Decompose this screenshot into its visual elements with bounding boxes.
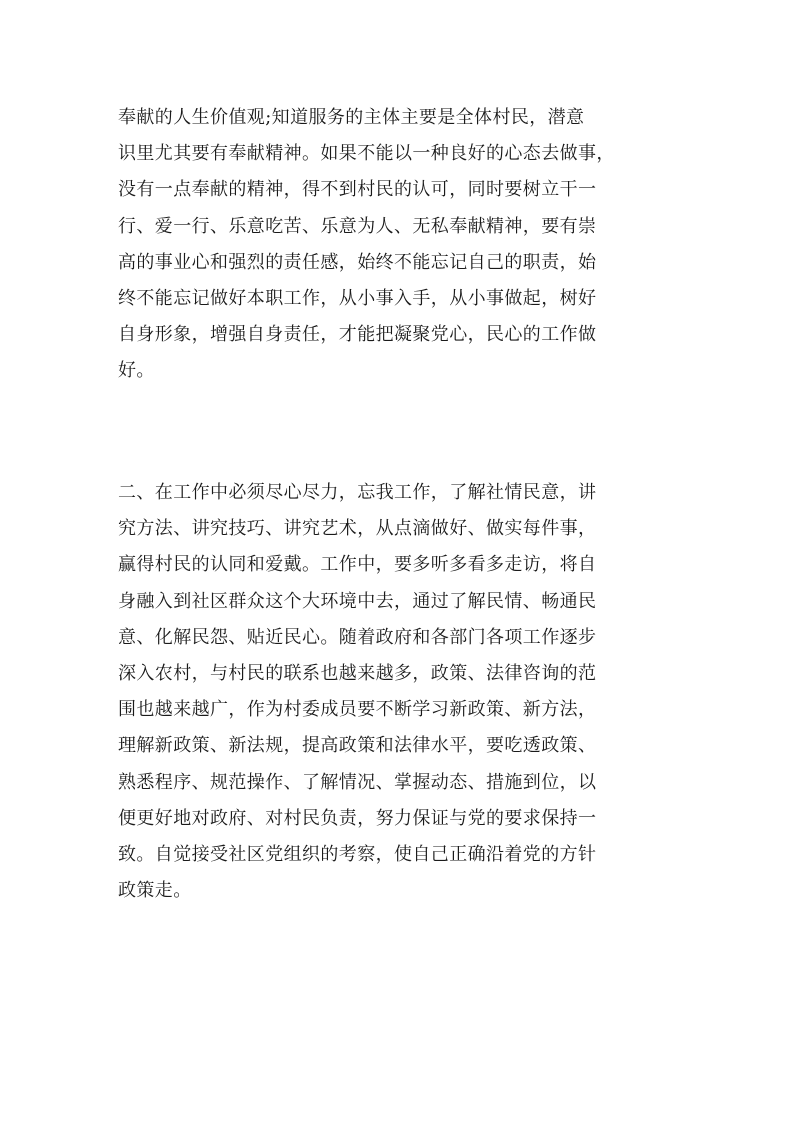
text-line: 深入农村，与村民的联系也越来越多，政策、法律咨询的范 xyxy=(118,662,597,684)
text-line: 终不能忘记做好本职工作，从小事入手，从小事做起，树好 xyxy=(118,287,597,309)
text-line: 二、在工作中必须尽心尽力，忘我工作，了解社情民意，讲 xyxy=(118,482,597,503)
text-line: 自身形象，增强自身责任，才能把凝聚党心，民心的工作做 xyxy=(118,324,597,346)
text-line: 识里尤其要有奉献精神。如果不能以一种良好的心态去做事， xyxy=(118,143,615,165)
text-line: 政策走。 xyxy=(118,880,192,902)
text-line: 没有一点奉献的精神，得不到村民的认可，同时要树立干一 xyxy=(118,179,597,201)
text-line: 行、爱一行、乐意吃苦、乐意为人、无私奉献精神，要有崇 xyxy=(118,215,597,237)
text-line: 高的事业心和强烈的责任感，始终不能忘记自己的职责，始 xyxy=(118,251,597,273)
text-line: 熟悉程序、规范操作、了解情况、掌握动态、措施到位，以 xyxy=(118,771,597,793)
text-line: 致。自觉接受社区党组织的考察，使自己正确沿着党的方针 xyxy=(118,843,597,865)
text-line: 理解新政策、新法规，提高政策和法律水平，要吃透政策、 xyxy=(118,735,597,757)
paragraph-1 xyxy=(118,100,698,390)
paragraph-2 xyxy=(118,475,698,909)
text-line: 意、化解民怨、贴近民心。随着政府和各部门各项工作逐步 xyxy=(118,626,597,648)
text-line: 围也越来越广，作为村委成员要不断学习新政策、新方法， xyxy=(118,699,597,721)
text-line: 究方法、讲究技巧、讲究艺术，从点滴做好、做实每件事， xyxy=(118,518,597,540)
text-line: 便更好地对政府、对村民负责，努力保证与党的要求保持一 xyxy=(118,807,597,829)
text-line: 赢得村民的认同和爱戴。工作中，要多听多看多走访，将自 xyxy=(118,554,597,576)
text-line: 好。 xyxy=(118,360,155,382)
text-line: 奉献的人生价值观;知道服务的主体主要是全体村民，潜意 xyxy=(118,107,585,128)
text-line: 身融入到社区群众这个大环境中去，通过了解民情、畅通民 xyxy=(118,590,597,612)
